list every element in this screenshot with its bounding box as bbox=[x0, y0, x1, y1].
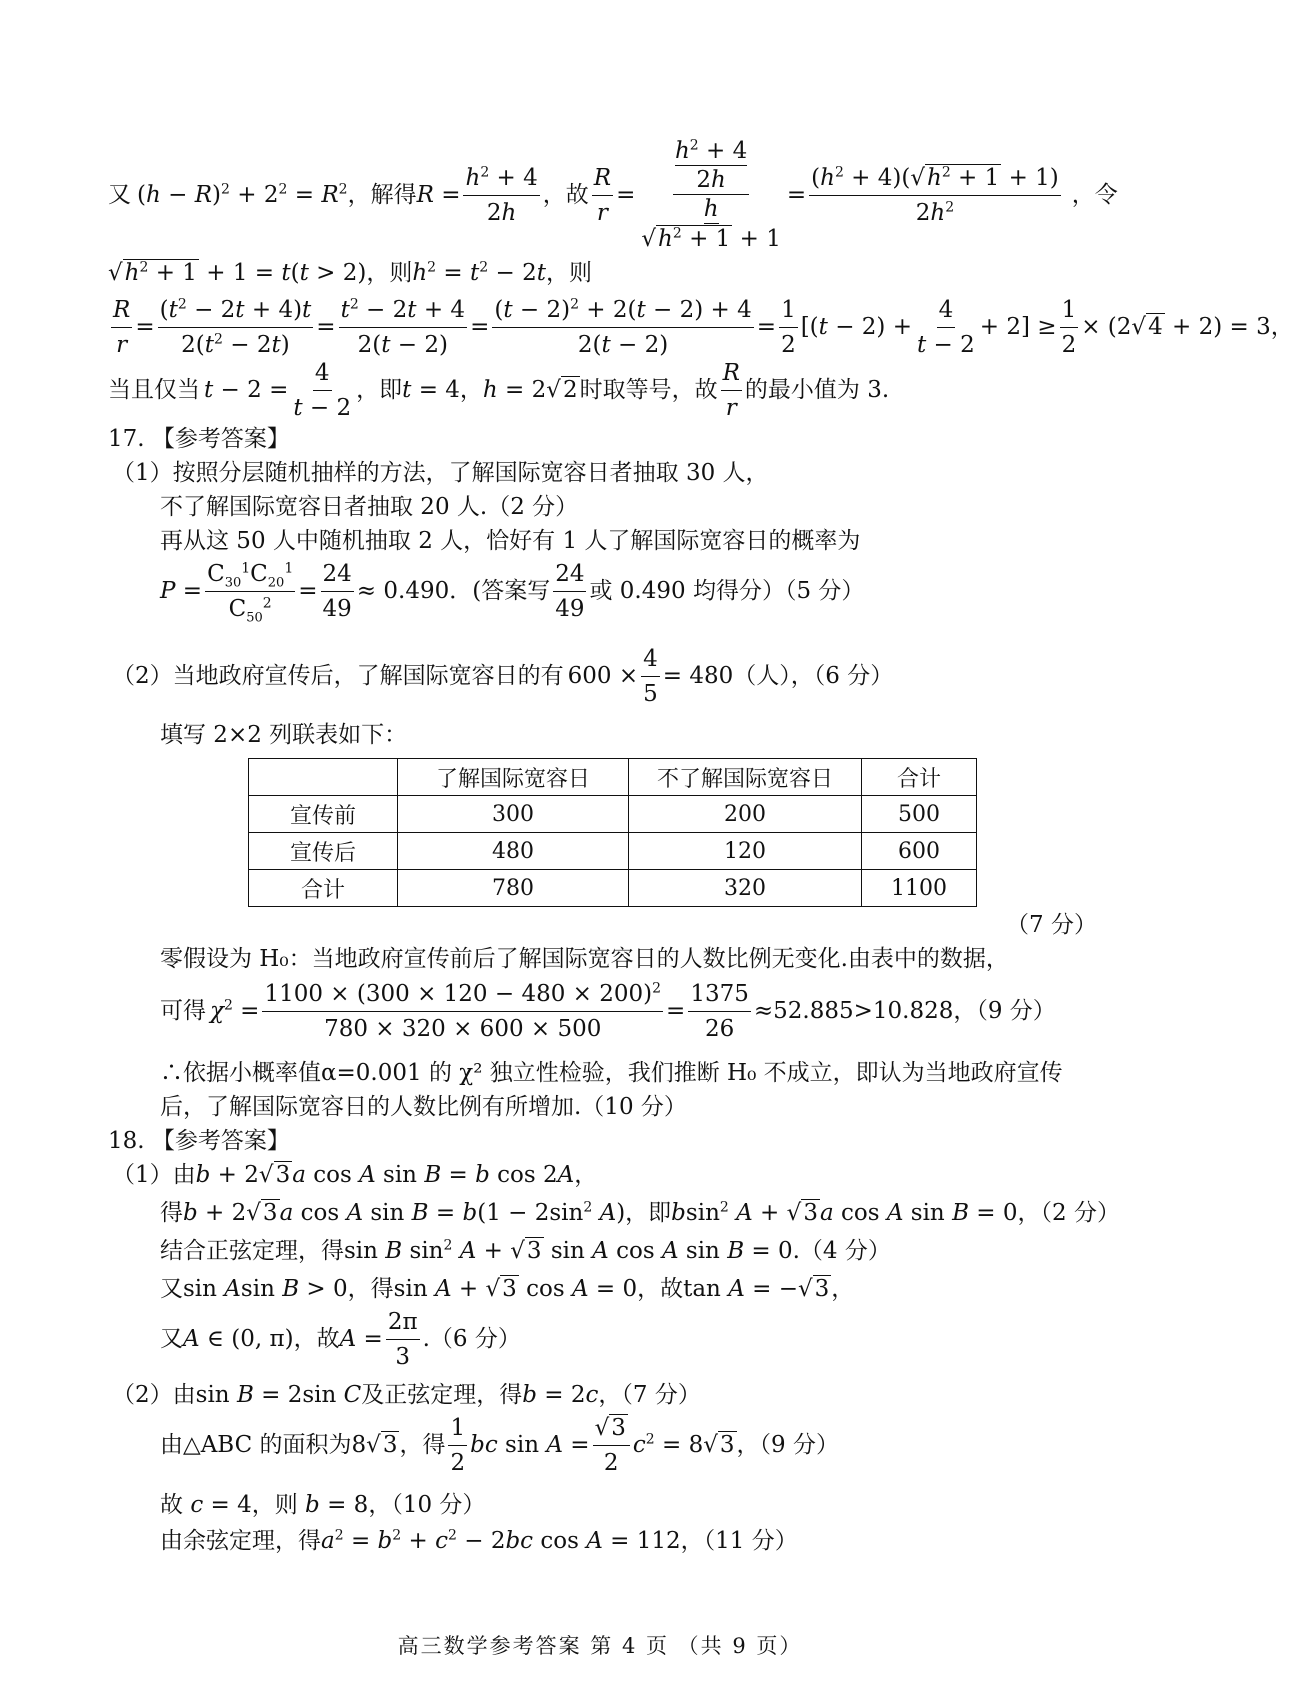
q18-p4: 又sin Asin B > 0，得sin A + √3 cos A = 0，故tan A = −√3， bbox=[160, 1276, 855, 1302]
q17-p1: （1）按照分层随机抽样的方法，了解国际宽容日者抽取 30 人， bbox=[112, 460, 769, 486]
table-row: 合计 780 320 1100 bbox=[249, 870, 977, 907]
fraction-result: $\frac{(h^2 + 4)(√h^2 + 1 + 1)}{2h^2}$ bbox=[809, 161, 1061, 230]
q18-p3: 结合正弦定理，得sin B $\sin^2 A + √3$ sin A cos A sin B = 0.（4 分） bbox=[160, 1237, 891, 1264]
compound-fraction: $h^2 + 4$ 2h h $√h^2 + 1 + 1$ bbox=[641, 136, 781, 252]
table-row: 宣传后 480 120 600 bbox=[249, 833, 977, 870]
q17-score7: （7 分） bbox=[1006, 912, 1097, 938]
q17-p9: ∴依据小概率值α=0.001 的 χ² 独立性检验，我们推断 H₀ 不成立，即认为当地政府宣传 bbox=[160, 1060, 1063, 1086]
q18-p1: （1）由b + 2√3a cos A sin B = b cos 2A， bbox=[112, 1162, 598, 1188]
contingency-table bbox=[248, 758, 977, 907]
q17-chi-square: 可得 $\chi^2$ = $\frac{1100 \times (300 \times 120 - 480 \times 200)^2}{780 \times 320 \times 600 \times 500}$ = $\frac{1375}{26}$ ≈52.885>10.828，（9 分） bbox=[160, 976, 1056, 1046]
q17-p3: 再从这 50 人中随机抽取 2 人，恰好有 1 人了解国际宽容日的概率为 bbox=[160, 528, 861, 554]
q18-p6: （2）由sin B = 2sin C及正弦定理，得b = 2c，（7 分） bbox=[112, 1382, 701, 1408]
q17-p7: 零假设为 H₀：当地政府宣传前后了解国际宽容日的人数比例无变化.由表中的数据， bbox=[160, 946, 1009, 972]
q17-p10: 后，了解国际宽容日的人数比例有所增加.（10 分） bbox=[160, 1094, 687, 1120]
q18-heading: 18. 【参考答案】 bbox=[108, 1128, 290, 1154]
q18-p5: 又 A ∈ (0, π) ，故 A = $\frac{2\pi}{3}$ .（6 分） bbox=[160, 1306, 521, 1372]
table-row: 宣传前 300 200 500 bbox=[249, 796, 977, 833]
page-footer: 高三数学参考答案 第 4 页 （共 9 页） bbox=[397, 1634, 803, 1658]
q17-part2: （2）当地政府宣传后，了解国际宽容日的有 600 × $\frac{4}{5}$ = 480（人），（6 分） bbox=[112, 646, 893, 706]
line-r-over-r: 又 $(h - R)^2 + 2^2 = R^2$ ，解得 R = $\frac{h^2 + 4}{2h}$ ，故 $\frac{R}{r}$ = $h^2 + 4$ 2h h $√h^2 + 1 + 1$ = $\frac{(h^2 + 4)(√h^2 + 1 + 1)}{2h^2}$ ，令 bbox=[108, 136, 1118, 252]
q18-p7: 由△ABC 的面积为 8√3 ，得 $\frac{1}{2}$ bc sin A = $\frac{√3}{2}$ $c^2 = 8√3$ ，（9 分） bbox=[160, 1410, 839, 1480]
fraction-r: $\frac{h^2 + 4}{2h}$ bbox=[463, 161, 539, 230]
q18-p2: 得b + 2√3a cos A $\sin B = b(1 - 2\sin^2$ A)，即bsin$^2$ A + √3a cos A sin B = 0，（2 分） bbox=[160, 1199, 1120, 1226]
q18-p9: 由余弦定理，得$a^2 = b^2 + c^2 - 2bc$ cos A = 112，（11 分） bbox=[160, 1527, 798, 1554]
line-substitution: $√h^2 + 1 + 1 = t(t > 2)$，则$h^2 = t^2 - 2t$，则 bbox=[108, 259, 592, 286]
line-inequality: $\frac{R}{r}$ = $\frac{(t^2 - 2t + 4)t}{2(t^2 - 2t)}$ = $\frac{t^2 - 2t + 4}{2(t - 2)}$ = $\frac{(t - 2)^2 + 2(t - 2) + 4}{2(t - 2)}$ = $\frac{1}{2}$ [(t − 2) + $\frac{4}{t - 2}$ + 2] ≥ $\frac{1}{2}$ × (2√4 + 2) = 3， bbox=[108, 292, 1294, 362]
line-equality: 当且仅当 t − 2 = $\frac{4}{t - 2}$ ，即 t = 4，h = 2√2 时取等号，故 $\frac{R}{r}$ 的最小值为 3. bbox=[108, 360, 889, 420]
q17-p2: 不了解国际宽容日者抽取 20 人.（2 分） bbox=[160, 494, 579, 520]
q17-heading: 17. 【参考答案】 bbox=[108, 426, 290, 452]
q17-p6: 填写 2×2 列联表如下： bbox=[160, 722, 408, 748]
q17-probability: P = $\frac{C_{30}^1C_{20}^1}{C_{50}^2}$ = $\frac{24}{49}$ ≈ 0.490．(答案写 $\frac{24}{49}$ 或 0.490 均得分）（5 分） bbox=[160, 556, 864, 626]
q18-p8: 故 c = 4，则 b = 8，（10 分） bbox=[160, 1492, 486, 1518]
table-header-row: 了解国际宽容日 不了解国际宽容日 合计 bbox=[249, 759, 977, 796]
fraction-R-r: $\frac{R}{r}$ bbox=[592, 161, 613, 230]
